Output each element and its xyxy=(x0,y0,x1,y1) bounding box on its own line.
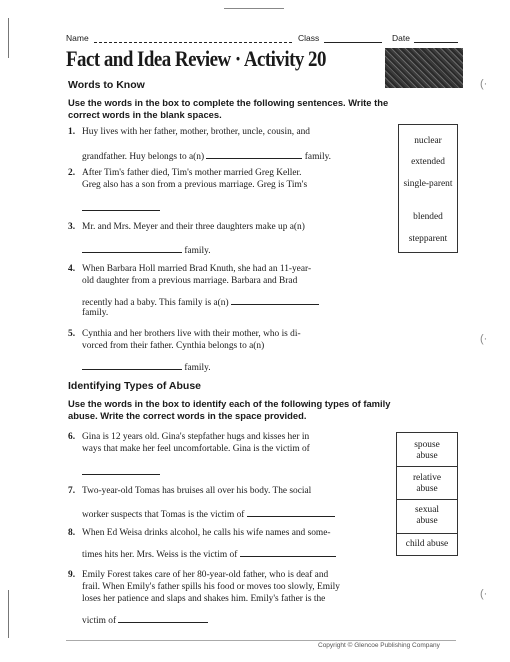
answer-blank-5[interactable] xyxy=(82,361,182,370)
footer-rule xyxy=(66,640,456,641)
word-single-parent: single-parent xyxy=(403,179,453,189)
scan-mark-top xyxy=(224,8,284,9)
word-spouse-abuse: spouse abuse xyxy=(414,440,440,461)
item-1-line2 xyxy=(82,150,331,164)
item-8-line2 xyxy=(82,548,336,562)
item-4-line1: When Barbara Holl married Brad Knuth, she had an 11-year- xyxy=(82,264,312,274)
scan-mark-left xyxy=(8,18,9,58)
item-8-line1: When Ed Weisa drinks alcohol, he calls his wife names and some- xyxy=(82,528,331,538)
section-instructions-words: Use the words in the box to complete the following sentences. Write the correct words in the blank spaces. xyxy=(68,97,389,120)
answer-blank-2[interactable] xyxy=(82,202,160,211)
item-4-line2: old daughter from a previous marriage. Barbara and Brad xyxy=(82,276,298,286)
decorative-texture xyxy=(385,48,463,88)
word-box-abuse xyxy=(396,432,458,556)
answer-blank-9[interactable] xyxy=(118,614,208,623)
word-relative-abuse: relative abuse xyxy=(412,473,442,494)
box-divider xyxy=(397,499,457,500)
item-9-line4 xyxy=(82,614,208,628)
footer-copyright: Copyright © Glencoe Publishing Company xyxy=(318,642,440,649)
item-5-line3 xyxy=(82,361,211,375)
item-number: 2. xyxy=(68,168,76,178)
answer-blank-3[interactable] xyxy=(82,244,182,253)
word-blended: blended xyxy=(413,212,443,222)
item-9-line3: loses her patience and slaps and shakes him. Emily's father is the xyxy=(82,594,326,604)
name-field[interactable] xyxy=(94,42,292,43)
item-number: 9. xyxy=(68,570,76,580)
item-7-text: worker suspects that Tomas is the victim of xyxy=(82,510,245,520)
answer-blank-8[interactable] xyxy=(240,548,336,557)
item-5-end: family. xyxy=(184,363,211,373)
item-6-line1: Gina is 12 years old. Gina's stepfather hugs and kisses her in xyxy=(82,432,310,442)
item-1-text: grandfather. Huy belongs to a(n) xyxy=(82,152,205,162)
item-3-end: family. xyxy=(184,246,211,256)
item-6-line2: ways that make her feel uncomfortable. Gina is the victim of xyxy=(82,444,310,454)
section-instructions-abuse: Use the words in the box to identify each of the following types of family abuse. Write the correct words in the space provided. xyxy=(68,398,391,421)
class-field[interactable] xyxy=(324,42,382,43)
word-extended: extended xyxy=(411,157,445,167)
item-number: 7. xyxy=(68,486,76,496)
item-4-line3 xyxy=(82,296,319,310)
item-8-text: times hits her. Mrs. Weiss is the victim of xyxy=(82,550,238,560)
item-3-line1: Mr. and Mrs. Meyer and their three daughters make up a(n) xyxy=(82,222,305,232)
word-stepparent: stepparent xyxy=(408,234,448,244)
item-9-line1: Emily Forest takes care of her 80-year-old father, who is deaf and xyxy=(82,570,329,580)
item-number: 6. xyxy=(68,432,76,442)
hole-punch-mark: (· xyxy=(480,333,488,345)
date-label: Date xyxy=(392,33,410,43)
item-7-line1: Two-year-old Tomas has bruises all over his body. The social xyxy=(82,486,312,496)
name-label: Name xyxy=(66,33,89,43)
item-7-line2 xyxy=(82,508,335,522)
answer-blank-7[interactable] xyxy=(247,508,335,517)
hole-punch-mark: (· xyxy=(480,78,488,90)
word-box-words xyxy=(398,124,458,253)
item-number: 1. xyxy=(68,127,76,137)
hole-punch-mark: (· xyxy=(480,588,488,600)
item-9-line2: frail. When Emily's father spills his food or moves too slowly, Emily xyxy=(82,582,340,592)
word-nuclear: nuclear xyxy=(414,136,442,146)
section-heading-words: Words to Know xyxy=(68,79,145,91)
item-number: 3. xyxy=(68,222,76,232)
item-1-end: family. xyxy=(304,152,332,162)
word-child-abuse: child abuse xyxy=(405,539,449,549)
item-5-line2: vorced from their father. Cynthia belongs to a(n) xyxy=(82,341,265,351)
class-label: Class xyxy=(298,33,320,43)
item-number: 4. xyxy=(68,264,76,274)
section-heading-abuse: Identifying Types of Abuse xyxy=(68,380,202,392)
page-title: Fact and Idea Review · Activity 20 xyxy=(66,46,326,71)
answer-blank-4[interactable] xyxy=(231,296,319,305)
scan-mark-left-lower xyxy=(8,590,9,638)
box-divider xyxy=(397,533,457,534)
item-4-line4: family. xyxy=(82,308,109,318)
item-9-text: victim of xyxy=(82,616,117,626)
item-2-line1: After Tim's father died, Tim's mother married Greg Keller. xyxy=(82,168,302,178)
item-3-line2 xyxy=(82,244,211,258)
item-5-line1: Cynthia and her brothers live with their mother, who is di- xyxy=(82,329,301,339)
box-divider xyxy=(397,466,457,467)
item-1-line1: Huy lives with her father, mother, brother, uncle, cousin, and xyxy=(82,127,310,137)
date-field[interactable] xyxy=(414,42,458,43)
item-number: 5. xyxy=(68,329,76,339)
item-2-line2: Greg also has a son from a previous marriage. Greg is Tim's xyxy=(82,180,308,190)
item-number: 8. xyxy=(68,528,76,538)
word-sexual-abuse: sexual abuse xyxy=(415,505,439,526)
item-4-text: recently had a baby. This family is a(n) xyxy=(82,298,229,308)
answer-blank-6[interactable] xyxy=(82,466,160,475)
answer-blank-1[interactable] xyxy=(206,150,302,159)
